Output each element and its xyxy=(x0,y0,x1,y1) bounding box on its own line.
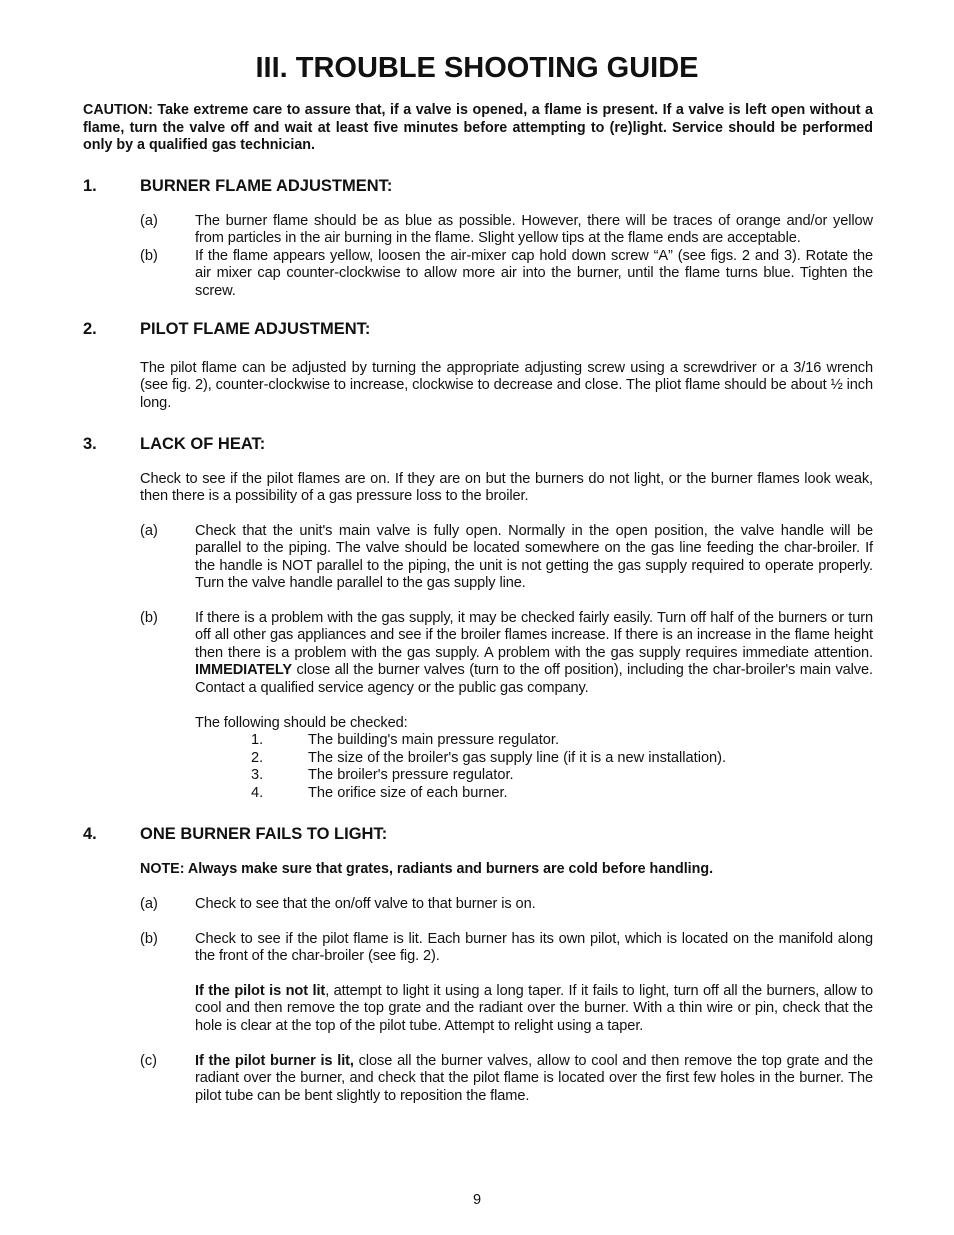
section-3-title: LACK OF HEAT: xyxy=(140,435,266,453)
section-4-item-b-label: (b) xyxy=(140,931,158,947)
page-number: 9 xyxy=(472,1192,482,1208)
section-1-item-b-text: If the flame appears yellow, loosen the air-mixer cap hold down screw “A” (see figs. 2 and 3). Rotate the air mixer cap counter-clockwise to allow more air into the burner, until the flame turns blue. Tighten the screw. xyxy=(195,248,873,299)
section-1-item-b-label: (b) xyxy=(140,248,158,264)
section-2-paragraph: The pilot flame can be adjusted by turning the appropriate adjusting screw using a screwdriver or a 3/16 wrench (see fig. 2), counter-clockwise to increase, clockwise to decrease and close. The pliot flame should be about ½ inch long. xyxy=(140,360,873,411)
section-4-item-c-label: (c) xyxy=(140,1053,158,1069)
section-1-title: BURNER FLAME ADJUSTMENT: xyxy=(140,177,393,195)
section-2-number: 2. xyxy=(83,320,97,338)
section-3-number: 3. xyxy=(83,435,97,453)
page-title: III. TROUBLE SHOOTING GUIDE xyxy=(255,52,699,84)
section-1-item-a-text: The burner flame should be as blue as possible. However, there will be traces of orange and/or yellow from particles in the air burning in the flame. Slight yellow tips at the flame ends are acceptable. xyxy=(195,213,873,247)
section-4-number: 4. xyxy=(83,825,97,843)
section-3-item-a-label: (a) xyxy=(140,523,158,539)
section-3-item-b-label: (b) xyxy=(140,610,158,626)
section-3-item-b-text-start: If there is a problem with the gas supply, it may be checked fairly easily. Turn off half of the burners or turn off all other gas appliances and see if the broiler flames increase. If there is an increase in the flame height then there is a problem with the gas supply. A problem with the gas supply requires immediate attention. xyxy=(195,610,873,661)
caution-notice: CAUTION: Take extreme care to assure that, if a valve is opened, a flame is present. If a valve is left open without a flame, turn the valve off and wait at least five minutes before attempting to (re)light. Service should be performed only by a qualified gas technician. xyxy=(83,102,873,153)
section-4-item-b-sub-text: , attempt to light it using a long taper. If it fails to light, turn off all the burners, allow to cool and then remove the top grate and the radiant over the burner. With a thin wire or pin, check that the hole is clear at the top of the pilot tube. Attempt to relight using a taper. xyxy=(195,983,873,1034)
checklist-item-4-number: 4. xyxy=(251,785,264,801)
section-1-item-a-label: (a) xyxy=(140,213,158,229)
section-4-item-b-subparagraph xyxy=(195,983,873,1035)
section-3-item-a-text: Check that the unit's main valve is fully open. Normally in the open position, the valve handle will be parallel to the piping. The valve should be located somewhere on the gas line feeding the char-broiler. If the handle is NOT parallel to the piping, the unit is not getting the gas supply required to operate properly. Turn the valve handle parallel to the gas supply line. xyxy=(195,523,873,592)
checklist-item-2-text: The size of the broiler's gas supply line (if it is a new installation). xyxy=(308,750,727,766)
checklist-item-4-text: The orifice size of each burner. xyxy=(308,785,508,801)
section-4-item-c-text xyxy=(195,1053,873,1105)
section-3-item-b-text xyxy=(195,610,873,697)
section-4-item-a-text: Check to see that the on/off valve to that burner is on. xyxy=(195,896,536,912)
section-4-item-c-body: close all the burner valves, allow to cool and then remove the top grate and the radiant over the burner, and check that the pilot flame is located over the first few holes in the burner. The pilot tube can be bent slightly to reposition the flame. xyxy=(195,1053,873,1104)
checklist-item-3-text: The broiler's pressure regulator. xyxy=(308,767,514,783)
section-2-title: PILOT FLAME ADJUSTMENT: xyxy=(140,320,371,338)
section-4-item-a-label: (a) xyxy=(140,896,158,912)
checklist-item-1-text: The building's main pressure regulator. xyxy=(308,732,560,748)
section-4-item-b-sub-emphasis: If the pilot is not lit xyxy=(195,983,326,999)
section-4-item-c-emphasis: If the pilot burner is lit, xyxy=(195,1053,354,1069)
section-3-paragraph: Check to see if the pilot flames are on. If they are on but the burners do not light, or the burner flames look weak, then there is a possibility of a gas pressure loss to the broiler. xyxy=(140,471,873,505)
section-3-item-b-emphasis: IMMEDIATELY xyxy=(195,662,293,679)
section-1-number: 1. xyxy=(83,177,97,195)
checklist-item-2-number: 2. xyxy=(251,750,264,766)
section-4-title: ONE BURNER FAILS TO LIGHT: xyxy=(140,825,388,843)
section-4-item-b-text: Check to see if the pilot flame is lit. Each burner has its own pilot, which is located on the manifold along the front of the char-broiler (see fig. 2). xyxy=(195,931,873,965)
checklist-item-3-number: 3. xyxy=(251,767,264,783)
section-4-note: NOTE: Always make sure that grates, radiants and burners are cold before handling. xyxy=(140,861,714,877)
checklist-intro: The following should be checked: xyxy=(195,715,408,731)
checklist-item-1-number: 1. xyxy=(251,732,264,748)
section-3-item-b-text-end: close all the burner valves (turn to the off position), including the char-broiler's main valve. Contact a qualified service agency or the public gas company. xyxy=(195,662,873,696)
